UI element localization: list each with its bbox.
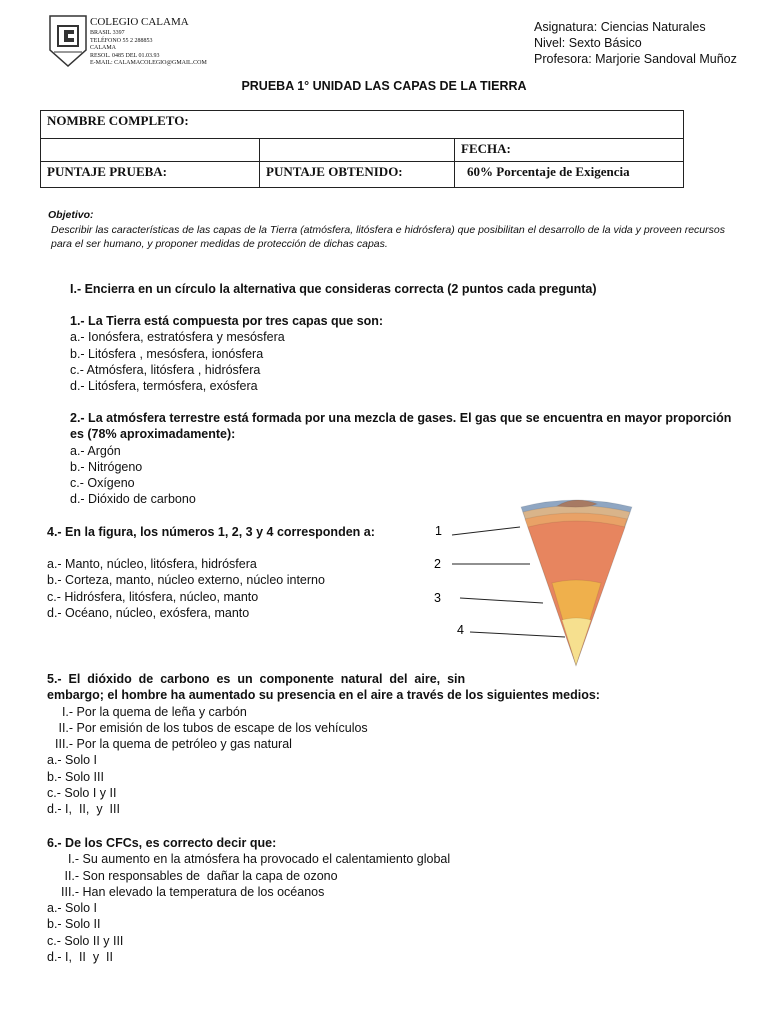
option-a[interactable]: a.- Solo I (47, 753, 98, 768)
pointer-line-4 (470, 632, 565, 637)
figure-label-2: 2 (434, 557, 441, 571)
option-b[interactable]: b.- Litósfera , mesósfera, ionósfera (70, 346, 264, 361)
question-text-cont: embargo; el hombre ha aumentado su presencia en el aire a través de los siguientes medios: (47, 688, 600, 703)
objective-label: Objetivo: (48, 209, 94, 221)
option-b[interactable]: b.- Solo II (47, 917, 101, 932)
date-field[interactable]: FECHA: (455, 139, 684, 162)
option-c[interactable]: c.- Hidrósfera, litósfera, núcleo, manto (47, 589, 259, 604)
option-c[interactable]: c.- Atmósfera, litósfera , hidrósfera (70, 362, 261, 377)
option-b[interactable]: b.- Solo III (47, 769, 104, 784)
school-city: CALAMA (90, 45, 117, 51)
statement-1: I.- Por la quema de leña y carbón (55, 704, 247, 719)
option-c[interactable]: c.- Solo I y II (47, 786, 117, 801)
teacher-text: Profesora: Marjorie Sandoval Muñoz (534, 52, 737, 66)
option-c[interactable]: c.- Oxígeno (70, 476, 135, 491)
section-instructions: I.- Encierra en un círculo la alternativa que consideras correcta (2 puntos cada pregunta) (70, 282, 597, 296)
school-email: E-MAIL: CALAMACOLEGIO@GMAIL.COM (90, 60, 207, 66)
earth-layers-figure (425, 495, 655, 670)
name-field[interactable]: NOMBRE COMPLETO: (41, 111, 684, 139)
school-name: COLEGIO CALAMA (90, 16, 189, 28)
option-a[interactable]: a.- Manto, núcleo, litósfera, hidrósfera (47, 557, 257, 571)
question-text: 5.- El dióxido de carbono es un componente natural del aire, sin (47, 672, 466, 686)
earth-wedge (521, 500, 632, 665)
question-1 (70, 313, 383, 394)
question-text: 2.- La atmósfera terrestre está formada por una mezcla de gases. El gas que se encuentra en mayor proporción (70, 411, 732, 425)
school-logo (48, 14, 88, 68)
page-title: PRUEBA 1° UNIDAD LAS CAPAS DE LA TIERRA (241, 79, 527, 93)
question-4-text: 4.- En la figura, los números 1, 2, 3 y 4 corresponden a: (47, 525, 375, 539)
objective (48, 208, 728, 252)
school-resolution: RESOL. 0485 DEL 01.03.93 (90, 52, 160, 59)
option-a[interactable]: a.- Ionósfera, estratósfera y mesósfera (70, 330, 285, 345)
question-text: 6.- De los CFCs, es correcto decir que: (47, 836, 277, 850)
question-text: 1.- La Tierra está compuesta por tres capas que son: (70, 314, 384, 328)
option-a[interactable]: a.- Argón (70, 443, 121, 458)
pointer-line-1 (452, 527, 520, 535)
option-d[interactable]: d.- I, II, y III (47, 802, 120, 817)
figure-label-1: 1 (435, 524, 442, 538)
requirement-cell: 60% Porcentaje de Exigencia (455, 162, 684, 188)
question-2 (70, 410, 731, 508)
student-info-table (40, 110, 684, 188)
figure-label-4: 4 (457, 623, 464, 637)
question-4-options (47, 556, 325, 621)
question-6 (47, 835, 450, 965)
figure-label-3: 3 (434, 591, 441, 605)
objective-text: Describir las características de las capas de la Tierra (atmósfera, litósfera e hidrósfera) que posibilitan el desarrollo de la vida y proveen recursos para el ser humano, y proponer medidas de protección de dichas capas. (51, 223, 725, 250)
empty-cell (41, 139, 260, 162)
empty-cell (260, 139, 455, 162)
school-phone: TELÉFONO 55 2 288853 (90, 37, 153, 44)
statement-3: III.- Han elevado la temperatura de los océanos (61, 884, 325, 899)
statement-2: II.- Son responsables de dañar la capa de ozono (61, 868, 338, 883)
option-d[interactable]: d.- Litósfera, termósfera, exósfera (70, 379, 258, 394)
statement-2: II.- Por emisión de los tubos de escape de los vehículos (55, 720, 368, 735)
option-a[interactable]: a.- Solo I (47, 901, 98, 916)
option-d[interactable]: d.- Océano, núcleo, exósfera, manto (47, 605, 250, 620)
question-5 (47, 671, 600, 818)
subject-text: Asignatura: Ciencias Naturales (534, 20, 706, 34)
option-d[interactable]: d.- I, II y II (47, 950, 113, 965)
course-info (534, 19, 737, 67)
option-c[interactable]: c.- Solo II y III (47, 933, 124, 948)
inner-core-layer (562, 618, 591, 665)
option-b[interactable]: b.- Nitrógeno (70, 459, 143, 474)
statement-1: I.- Su aumento en la atmósfera ha provocado el calentamiento global (61, 852, 451, 867)
option-b[interactable]: b.- Corteza, manto, núcleo externo, núcleo interno (47, 573, 325, 588)
test-score-field[interactable]: PUNTAJE PRUEBA: (41, 162, 260, 188)
obtained-score-field[interactable]: PUNTAJE OBTENIDO: (260, 162, 455, 188)
statement-3: III.- Por la quema de petróleo y gas natural (55, 737, 292, 752)
school-address: BRASIL 3397 (90, 30, 125, 36)
option-d[interactable]: d.- Dióxido de carbono (70, 492, 196, 507)
pointer-line-3 (460, 598, 543, 603)
level-text: Nivel: Sexto Básico (534, 36, 642, 50)
question-text-cont: es (78% aproximadamente): (70, 427, 236, 442)
